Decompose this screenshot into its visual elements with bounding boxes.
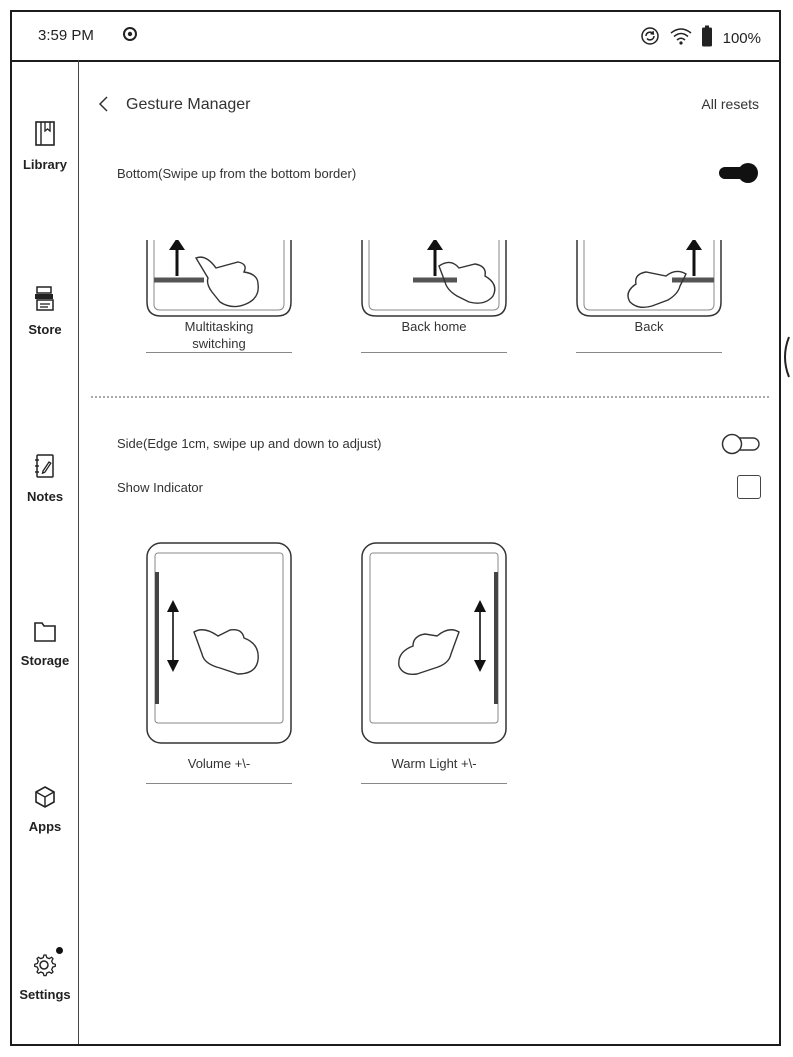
gesture-underline [146,352,292,353]
sidebar-item-storage[interactable] [12,618,78,668]
back-home-gesture-illustration [361,240,507,318]
gesture-option-warm-light[interactable] [361,542,507,784]
device-screen [10,10,781,1046]
sidebar-item-label: Storage [20,653,70,668]
cube-icon [12,784,78,815]
sync-icon [639,25,661,52]
gesture-label [576,318,722,335]
store-icon [12,285,78,318]
gesture-underline [576,352,722,353]
side-gesture-label: Side(Edge 1cm, swipe up and down to adjust) [117,436,382,451]
sidebar-item-apps[interactable] [12,784,78,834]
gesture-option-volume[interactable] [146,542,292,784]
gesture-label-line: Back [634,319,664,334]
battery-icon [701,25,713,52]
gesture-underline [361,352,507,353]
gesture-underline [146,783,292,784]
sidebar-item-label: Library [22,157,68,172]
multitasking-gesture-illustration [146,240,292,318]
sidebar-item-settings[interactable] [12,950,78,1002]
side-gesture-toggle[interactable] [721,432,761,456]
gesture-label [361,755,507,772]
gesture-option-back-home[interactable] [361,240,507,353]
back-gesture-illustration [576,240,722,318]
notification-dot [56,947,63,954]
all-resets-button[interactable]: All resets [701,96,759,112]
gesture-label [146,755,292,772]
dnd-icon [122,26,138,47]
wifi-icon [669,26,693,51]
sidebar-item-notes[interactable] [12,452,78,504]
bottom-gesture-label: Bottom(Swipe up from the bottom border) [117,166,357,181]
status-bar [12,12,779,62]
status-icons [639,25,761,52]
main-content [79,60,779,1044]
back-chevron-icon[interactable] [97,94,111,119]
edge-handle-icon[interactable] [779,335,791,384]
sidebar-item-label: Notes [26,489,64,504]
gesture-underline [361,783,507,784]
gesture-label-line: Volume +\- [187,756,251,771]
sidebar-item-label: Store [28,322,62,337]
gesture-option-multitasking[interactable] [146,240,292,353]
page-title: Gesture Manager [126,96,251,113]
sidebar-item-label: Apps [28,819,62,834]
sidebar [12,60,79,1044]
book-icon [12,120,78,153]
sidebar-item-library[interactable] [12,120,78,172]
folder-icon [12,618,78,649]
show-indicator-checkbox[interactable] [737,475,761,499]
warm-light-gesture-illustration [361,542,507,744]
gesture-label-line: Back home [401,319,467,334]
gesture-label-line: Multitasking [184,319,254,334]
gesture-label-line: switching [192,336,246,351]
gesture-option-back[interactable] [576,240,722,353]
status-time: 3:59 PM [38,27,94,44]
volume-gesture-illustration [146,542,292,744]
bottom-gesture-toggle[interactable] [719,161,759,185]
gear-icon [12,950,78,983]
battery-percent: 100% [722,30,761,47]
gesture-label [361,318,507,335]
sidebar-item-label: Settings [19,987,71,1002]
gesture-label-line: Warm Light +\- [391,756,477,771]
section-divider [91,396,769,398]
show-indicator-label: Show Indicator [117,480,203,495]
notes-icon [12,452,78,485]
sidebar-item-store[interactable] [12,285,78,337]
gesture-label [146,318,292,352]
